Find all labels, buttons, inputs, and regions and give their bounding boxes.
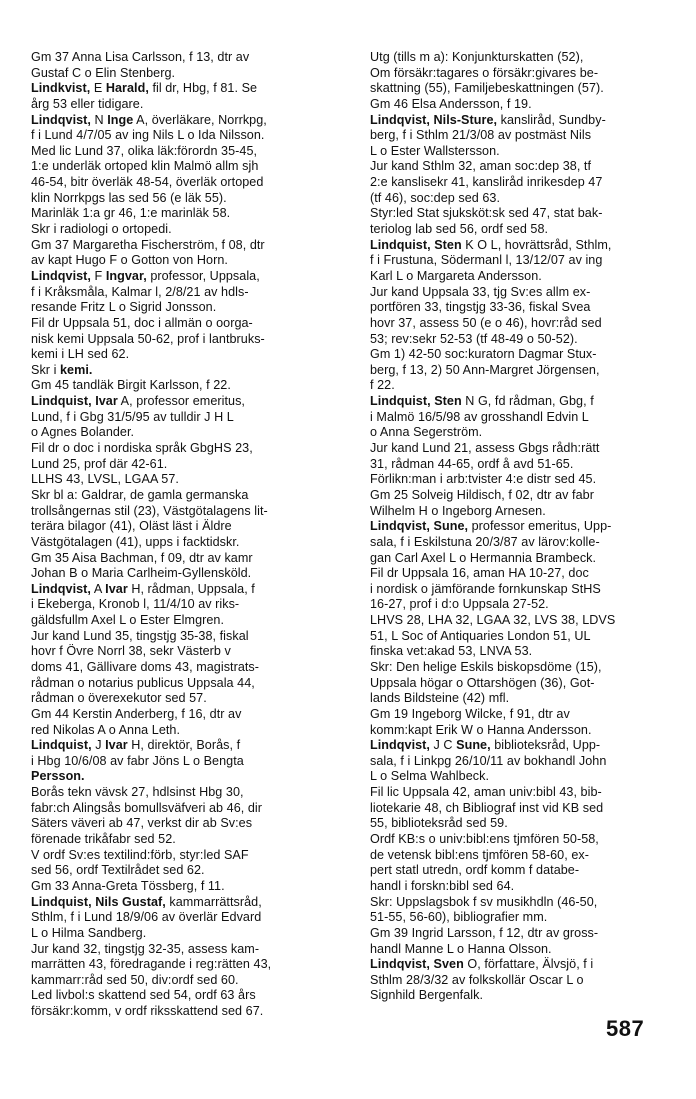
text-line: o Anna Segerström. bbox=[370, 425, 483, 440]
text-line: sed 56, ordf Textilrådet sed 62. bbox=[31, 863, 205, 878]
text-line: Uppsala högar o Ottarshögen (36), Got- bbox=[370, 675, 595, 690]
text-line: pert statl utredn, ordf komm f databe- bbox=[370, 863, 580, 878]
text-line: Fil lic Uppsala 42, aman univ:bibl 43, bib- bbox=[370, 785, 602, 800]
text-line: doms 41, Gällivare doms 43, magistrats- bbox=[31, 659, 260, 674]
text-line: gäldsfullm Axel L o Ester Elmgren. bbox=[31, 613, 225, 628]
text-line: skattning (55), Familjebeskattningen (57). bbox=[370, 81, 604, 96]
text-line: Gustaf C o Elin Stenberg. bbox=[31, 65, 176, 80]
text-line: årg 53 eller tidigare. bbox=[31, 96, 144, 111]
text-line: L o Hilma Sandberg. bbox=[31, 925, 147, 940]
text-line: Skr i kemi. bbox=[31, 362, 93, 377]
text-line: V ordf Sv:es textilind:förb, styr:led SAF bbox=[31, 847, 249, 862]
text-line: Lindquist, Sten K O L, hovrättsråd, Sthlm, bbox=[370, 237, 612, 252]
text-line: L o Selma Wahlbeck. bbox=[370, 769, 490, 784]
text-line: Ordf KB:s o univ:bibl:ens tjmfӧren 50-58, bbox=[370, 832, 599, 847]
text-line: Gm 33 Anna-Greta Tössberg, f 11. bbox=[31, 878, 225, 893]
text-line: sala, f i Linkpg 26/10/11 av bokhandl John bbox=[370, 753, 607, 768]
page-number: 587 bbox=[606, 1016, 645, 1041]
text-line: i Hbg 10/6/08 av fabr Jöns L o Bengta bbox=[31, 753, 244, 768]
text-line: 55, biblioteksråd sed 59. bbox=[370, 816, 508, 831]
text-line: Sthlm, f i Lund 18/9/06 av överlär Edvard bbox=[31, 910, 262, 925]
text-line: Lindquist, Ivar A, professor emeritus, bbox=[31, 394, 245, 409]
text-line: Jur kand Sthlm 32, aman soc:dep 38, tf bbox=[370, 159, 592, 174]
text-line: 46-54, bitr överläk 48-54, överläk ortoped bbox=[31, 175, 264, 190]
text-line: Fil dr o doc i nordiska språk GbgHS 23, bbox=[31, 441, 253, 456]
text-line: Lund 25, prof där 42-61. bbox=[31, 456, 168, 471]
text-line: sala, f i Eskilstuna 20/3/87 av lärov:kolle- bbox=[370, 534, 600, 549]
text-line: nisk kemi Uppsala 50-62, prof i lantbruks- bbox=[31, 331, 265, 346]
text-line: lands Bildsteine (42) mfl. bbox=[370, 691, 510, 706]
text-line: (tf 46), soc:dep sed 63. bbox=[370, 190, 501, 205]
text-line: Skr: Den helige Eskils biskopsdöme (15), bbox=[370, 659, 602, 674]
text-line: förenade trikåfabr sed 52. bbox=[31, 832, 176, 847]
text-line: Jur kand Lund 21, assess Gbgs rådh:rätt bbox=[370, 441, 600, 456]
text-line: Lindqvist, Sune, professor emeritus, Upp- bbox=[370, 519, 612, 534]
text-line: fabr:ch Alingsås bomullsväfveri ab 46, dir bbox=[31, 800, 263, 815]
text-line: kemi i LH sed 62. bbox=[31, 347, 130, 362]
text-line: Lindquist, J Ivar H, direktör, Borås, f bbox=[31, 738, 241, 753]
text-line: försäkr:komm, v ordf riksskattend sed 67. bbox=[31, 1004, 264, 1019]
text-line: f i Frustuna, Södermanl l, 13/12/07 av ing bbox=[370, 253, 603, 268]
text-line: av kapt Hugo F o Gotton von Horn. bbox=[31, 253, 228, 268]
text-line: resande Fritz L o Sigrid Jonsson. bbox=[31, 300, 217, 315]
left-text-column bbox=[31, 50, 347, 1020]
text-line: Lindkvist, E Harald, fil dr, Hbg, f 81. Se bbox=[31, 81, 258, 96]
text-line: Gm 44 Kerstin Anderberg, f 16, dtr av bbox=[31, 706, 242, 721]
text-line: f 22. bbox=[370, 378, 395, 393]
text-line: komm:kapt Erik W o Hanna Andersson. bbox=[370, 722, 592, 737]
text-line: Wilhelm H o Ingeborg Arnesen. bbox=[370, 503, 546, 518]
text-line: Lindqvist, N Inge A, överläkare, Norrkpg, bbox=[31, 112, 267, 127]
text-line: Led livbol:s skattend sed 54, ordf 63 års bbox=[31, 988, 256, 1003]
text-line: trollsångernas stil (23), Västgötalagens lit- bbox=[31, 503, 268, 518]
text-line: rådman o överexekutor sed 57. bbox=[31, 691, 207, 706]
text-line: Utg (tills m a): Konjunkturskatten (52), bbox=[370, 50, 584, 64]
text-line: liotekarie 48, ch Bibliograf inst vid KB sed bbox=[370, 800, 604, 815]
text-line: handl i forskn:bibl sed 64. bbox=[370, 878, 515, 893]
text-line: Säters väveri ab 47, verkst dir ab Sv:es bbox=[31, 816, 253, 831]
text-line: i Malmö 16/5/98 av grosshandl Edvin L bbox=[370, 409, 589, 424]
text-line: handl Manne L o Hanna Olsson. bbox=[370, 941, 552, 956]
right-text-column bbox=[370, 50, 686, 1004]
text-line: Förlikn:man i arb:tvister 4:e distr sed 45. bbox=[370, 472, 597, 487]
text-line: kammarr:råd sed 50, div:ordf sed 60. bbox=[31, 972, 239, 987]
text-line: Fil dr Uppsala 16, aman HA 10-27, doc bbox=[370, 566, 589, 581]
text-line: LLHS 43, LVSL, LGAA 57. bbox=[31, 472, 179, 487]
text-line: berg, f i Sthlm 21/3/08 av postmäst Nils bbox=[370, 128, 592, 143]
text-line: Gm 35 Aisa Bachman, f 09, dtr av kamr bbox=[31, 550, 253, 565]
text-line: LHVS 28, LHA 32, LGAA 32, LVS 38, LDVS bbox=[370, 613, 616, 628]
text-line: i nordisk o jämförande fornkunskap StHS bbox=[370, 581, 601, 596]
text-line: portfören 33, tingstjg 33-36, fiskal Svea bbox=[370, 300, 591, 315]
text-line: L o Ester Wallstersson. bbox=[370, 143, 500, 158]
text-line: Lindquist, Nils Gustaf, kammarrättsråd, bbox=[31, 894, 262, 909]
text-line: Jur kand Lund 35, tingstjg 35-38, fiskal bbox=[31, 628, 249, 643]
text-line: terära bilagor (41), Oläst läst i Äldre bbox=[31, 519, 232, 534]
text-line: 53; rev:sekr 52-53 (tf 48-49 o 50-52). bbox=[370, 331, 578, 346]
text-line: Gm 37 Margaretha Fischerström, f 08, dtr bbox=[31, 237, 265, 252]
text-line: Persson. bbox=[31, 769, 85, 784]
text-line: de vetensk bibl:ens tjmfӧren 58-60, ex- bbox=[370, 847, 589, 862]
text-line: Gm 39 Ingrid Larsson, f 12, dtr av gross- bbox=[370, 925, 599, 940]
text-line: Västgötalagen (41), upps i facktidskr. bbox=[31, 534, 240, 549]
text-line: o Agnes Bolander. bbox=[31, 425, 135, 440]
text-line: Skr bl a: Galdrar, de gamla germanska bbox=[31, 487, 249, 502]
text-line: Lindqvist, J C Sune, biblioteksråd, Upp- bbox=[370, 738, 601, 753]
text-line: 31, rådman 44-65, ordf å avd 51-65. bbox=[370, 456, 574, 471]
text-line: Jur kand Uppsala 33, tjg Sv:es allm ex- bbox=[370, 284, 591, 299]
text-line: 1:e underläk ortoped klin Malmö allm sjh bbox=[31, 159, 259, 174]
text-line: hovr f Övre Norrl 38, sekr Västerb v bbox=[31, 644, 231, 659]
text-line: marrätten 43, föredragande i reg:rätten 43, bbox=[31, 957, 272, 972]
text-line: gan Carl Axel L o Hermannia Brambeck. bbox=[370, 550, 597, 565]
text-line: Lindquist, Sten N G, fd rådman, Gbg, f bbox=[370, 394, 594, 409]
text-line: 16-27, prof i d:o Uppsala 27-52. bbox=[370, 597, 549, 612]
text-line: klin Norrkpgs las sed 56 (e läk 55). bbox=[31, 190, 227, 205]
text-line: Gm 1) 42-50 soc:kuratorn Dagmar Stux- bbox=[370, 347, 597, 362]
text-line: Signhild Bergenfalk. bbox=[370, 988, 484, 1003]
text-line: Lindqvist, Sven O, författare, Älvsjö, f i bbox=[370, 957, 594, 972]
text-line: Gm 46 Elsa Andersson, f 19. bbox=[370, 96, 532, 111]
text-line: Styr:led Stat sjukskӧt:sk sed 47, stat bak- bbox=[370, 206, 603, 221]
text-line: Borås tekn vävsk 27, hdlsinst Hbg 30, bbox=[31, 785, 244, 800]
text-line: 51, L Soc of Antiquaries London 51, UL bbox=[370, 628, 591, 643]
text-line: finska vet:akad 53, LNVA 53. bbox=[370, 644, 533, 659]
text-line: f i Lund 4/7/05 av ing Nils L o Ida Nilsson. bbox=[31, 128, 265, 143]
text-line: Gm 19 Ingeborg Wilcke, f 91, dtr av bbox=[370, 706, 570, 721]
text-line: Med lic Lund 37, olika läk:förordn 35-45, bbox=[31, 143, 258, 158]
text-line: Jur kand 32, tingstjg 32-35, assess kam- bbox=[31, 941, 260, 956]
text-line: Marinläk 1:a gr 46, 1:e marinläk 58. bbox=[31, 206, 231, 221]
text-line: i Ekeberga, Kronob l, 11/4/10 av riks- bbox=[31, 597, 240, 612]
text-line: teriolog lab sed 56, ordf sed 58. bbox=[370, 222, 549, 237]
text-line: Fil dr Uppsala 51, doc i allmän o oorga- bbox=[31, 315, 253, 330]
text-line: berg, f 13, 2) 50 Ann-Margret Jörgensen, bbox=[370, 362, 600, 377]
text-line: Gm 25 Solveig Hildisch, f 02, dtr av fabr bbox=[370, 487, 594, 502]
text-line: Gm 37 Anna Lisa Carlsson, f 13, dtr av bbox=[31, 50, 250, 64]
text-line: Lund, f i Gbg 31/5/95 av tulldir J H L bbox=[31, 409, 234, 424]
text-line: Lindqvist, Nils-Sture, kanslіråd, Sundby- bbox=[370, 112, 606, 127]
text-line: Skr i radiologi o ortopedi. bbox=[31, 222, 172, 237]
text-line: 51-55, 56-60), bibliografier mm. bbox=[370, 910, 548, 925]
text-line: Lindqvist, F Ingvar, professor, Uppsala, bbox=[31, 268, 260, 283]
text-line: Om försäkr:tagares o försäkr:givares be- bbox=[370, 65, 599, 80]
text-line: rådman o notarius publicus Uppsala 44, bbox=[31, 675, 255, 690]
text-line: red Nikolas A o Anna Leth. bbox=[31, 722, 181, 737]
text-line: Skr: Uppslagsbok f sv musikhdln (46-50, bbox=[370, 894, 598, 909]
text-line: Gm 45 tandläk Birgit Karlsson, f 22. bbox=[31, 378, 231, 393]
text-line: Sthlm 28/3/32 av folkskollär Oscar L o bbox=[370, 972, 584, 987]
text-line: f i Kråksmåla, Kalmar l, 2/8/21 av hdls- bbox=[31, 284, 249, 299]
text-line: Johan B o Maria Carlheim-Gyllensköld. bbox=[31, 566, 252, 581]
text-line: Karl L o Margareta Andersson. bbox=[370, 268, 542, 283]
text-line: 2:e kanslisekr 41, kansliråd inrikesdep 47 bbox=[370, 175, 603, 190]
text-line: hovr 37, assess 50 (e o 46), hovr:råd sed bbox=[370, 315, 602, 330]
text-line: Lindqvist, A Ivar H, rådman, Uppsala, f bbox=[31, 581, 255, 596]
